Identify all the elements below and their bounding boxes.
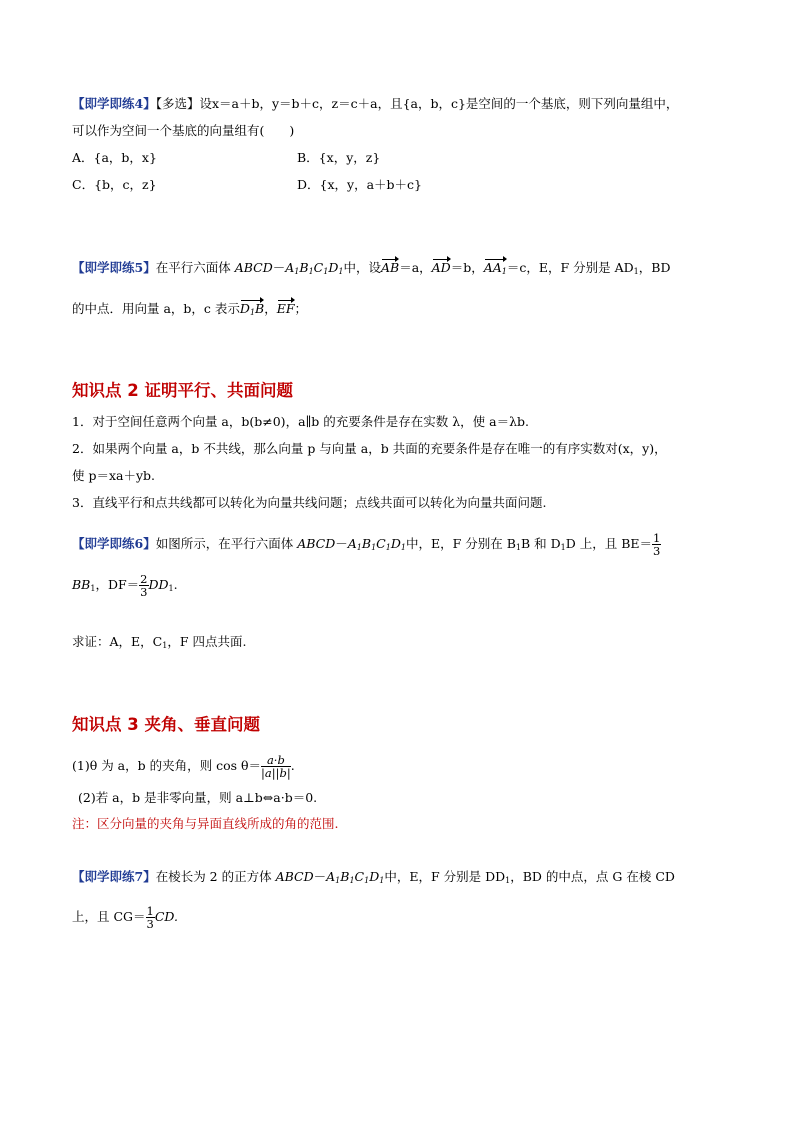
ex6-bb1: BB (72, 577, 91, 592)
k3-note: 注：区分向量的夹角与异面直线所成的角的范围. (72, 816, 339, 831)
ex6-text4: D 上，且 BE＝ (565, 536, 653, 551)
ex4-stem-line2: 可以作为空间一个基底的向量组有( ) (72, 123, 295, 138)
vector-aa1-label: AA (483, 260, 502, 275)
k2-para3: 3．直线平行和点共线都可以转化为向量共线问题；点线共面可以转化为向量共面问题. (72, 495, 547, 510)
ex5-eq-a: ＝a， (399, 260, 432, 275)
ex4-option-d: D．{x，y，a＋b＋c} (297, 177, 422, 192)
ex7-text1: 在棱长为 2 的正方体 (155, 869, 272, 884)
ex6-prove-text: 求证：A，E，C (72, 634, 163, 649)
k3-para2: (2)若 a，b 是非零向量，则 a⊥b⇔a·b＝0. (78, 790, 318, 805)
ex5-tag: 【即学即练5】 (72, 260, 156, 275)
k2-para1: 1．对于空间任意两个向量 a，b(b≠0)，a∥b 的充要条件是存在实数 λ，使 a＝λb. (72, 414, 529, 429)
ex5-dash: － (272, 260, 286, 275)
ex7-body: ABCD (275, 869, 314, 884)
ex6-prove-text2: ，F 四点共面. (167, 634, 247, 649)
k2-para2: 2．如果两个向量 a，b 不共线，那么向量 p 与向量 a，b 共面的充要条件是存在唯一的有序实数对(x，y)， (72, 441, 667, 456)
ex7-dash: － (313, 869, 327, 884)
ex6-fraction-1-3: $\frac{1}{3}$ (653, 531, 661, 558)
knowledge-point-3-heading: 知识点 3 夹角、垂直问题 (72, 715, 260, 734)
ex7-cd: CD. (154, 909, 178, 924)
ex6-tag: 【即学即练6】 (72, 536, 156, 551)
ex5-line2: 的中点．用向量 a，b，c 表示$D_1B$，EF； (72, 301, 307, 321)
ex4-option-b: B．{x，y，z} (297, 150, 381, 165)
ex6-prove: 求证：A，E，$C_1$，F 四点共面. (72, 634, 247, 650)
ex4-stem-line1 (72, 96, 678, 112)
ex5-line2b: ， (264, 301, 277, 316)
ex7-text2: 中，E，F 分别是 DD (384, 869, 506, 884)
ex5-text1: 在平行六面体 (155, 260, 231, 275)
k2-para2b: 使 p＝xa＋yb. (72, 468, 156, 483)
ex5-a1b1c1d1: $A_1B_1C_1D_1$ (285, 260, 344, 276)
vector-d1b-label: D (239, 301, 250, 316)
knowledge-point-2-heading: 知识点 2 证明平行、共面问题 (72, 381, 293, 400)
ex4-option-c: C．{b，c，z} (72, 177, 157, 192)
vector-d1b: $D_1B$ (240, 301, 264, 321)
ex6-line1: 【即学即练6】如图所示，在平行六面体 $ABCD-A_1B_1C_1D_1$中，E，F 分别在 $B_1B$ 和 $D_1D$ 上，且 BE＝ $\frac{1}{3}$ (72, 531, 661, 558)
ex6-a1b1c1d1: $A_1B_1C_1D_1$ (347, 536, 406, 552)
ex7-fraction-1-3: $\frac{1}{3}$ (146, 904, 154, 931)
ex5-body: ABCD (234, 260, 273, 275)
vector-ef: EF (276, 301, 295, 316)
ex5-eq-b: ＝b， (450, 260, 484, 275)
ex5-line1: 【即学即练5】在平行六面体 $ABCD-A_1B_1C_1D_1$中，设AB＝a，AD＝b，$AA_1=c$，E，F 分别是 $AD_1$，BD (72, 260, 670, 280)
ex5-line2a: 的中点．用向量 a，b，c 表示 (72, 301, 240, 316)
ex7-cg: 上，且 CG＝ (72, 909, 146, 924)
ex4-option-a: A．{a，b，x} (72, 150, 157, 165)
ex7-tag: 【即学即练7】 (72, 869, 156, 884)
k3-para1-text: (1)θ 为 a，b 的夹角，则 cos θ＝ (72, 758, 262, 773)
ex6-body: ABCD (297, 536, 336, 551)
ex7-a1b1c1d1: $A_1B_1C_1D_1$ (326, 869, 385, 885)
ex6-text2: 中，E，F 分别在 B (405, 536, 516, 551)
ex6-line2: $BB_1$，DF＝ $\frac{2}{3}$ $DD_1$. (72, 572, 178, 599)
ex7-line1: 【即学即练7】在棱长为 2 的正方体 $ABCD-A_1B_1C_1D_1$中，E，F 分别是 $DD_1$，BD 的中点，点 G 在棱 CD (72, 869, 675, 885)
ex4-tag: 【即学即练4】 (72, 96, 156, 111)
k3-para1: (1)θ 为 a，b 的夹角，则 cos θ＝ $\frac{a\cdot b}{|a||b|}$ . (72, 753, 295, 780)
ex6-text3: B 和 D (520, 536, 561, 551)
ex6-df: ，DF＝ (95, 577, 140, 592)
ex6-dash: － (335, 536, 348, 551)
ex4-stem-a: 设x＝a＋b，y＝b＋c，z＝c＋a，且{a，b，c}是空间的一个基底，则下列向量组中， (199, 96, 679, 111)
ex5-eq-c: ＝c，E，F 分别是 AD (506, 260, 634, 275)
vector-aa1: $AA_1$ (484, 260, 507, 280)
ex5-text2: 中，设 (343, 260, 381, 275)
vector-ab: AB (380, 260, 400, 275)
cos-fraction: $\frac{a\cdot b}{|a||b|}$ (261, 753, 291, 780)
vector-ad: AD (431, 260, 451, 275)
ex6-dd1: DD (148, 577, 169, 592)
ex7-text3: ，BD 的中点，点 G 在棱 CD (510, 869, 675, 884)
ex5-text3: ，BD (638, 260, 671, 275)
ex6-fraction-2-3: $\frac{2}{3}$ (140, 572, 148, 599)
ex4-tag2: 【多选】 (155, 96, 200, 111)
ex6-text1: 如图所示，在平行六面体 (155, 536, 294, 551)
ex7-line2 (72, 905, 178, 930)
